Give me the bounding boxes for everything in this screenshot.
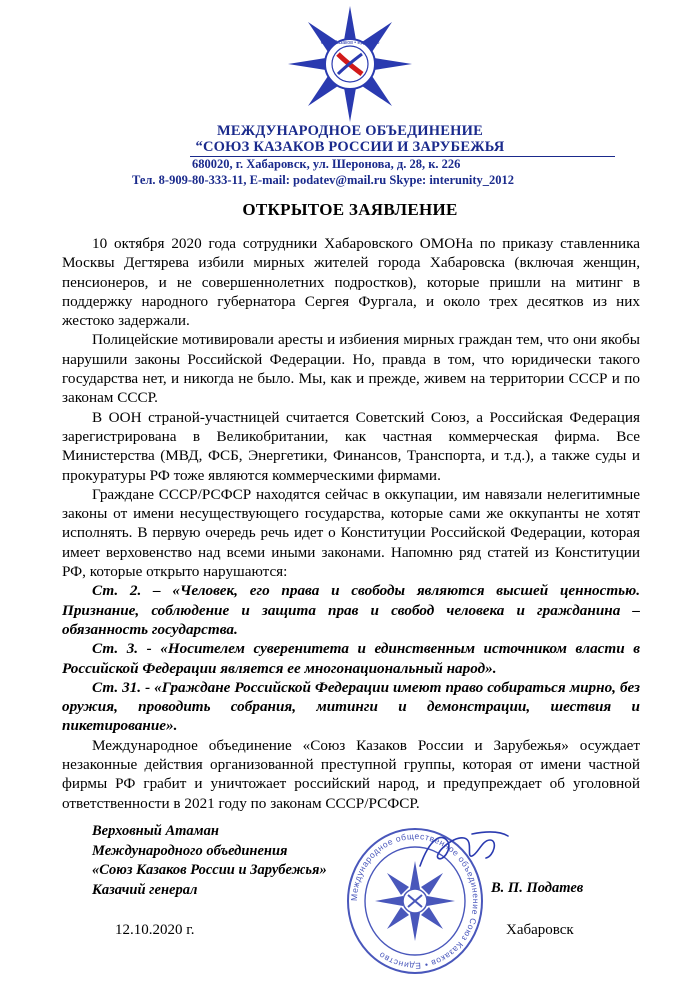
org-name-line1: МЕЖДУНАРОДНОЕ ОБЪЕДИНЕНИЕ (217, 123, 483, 139)
statement-body (62, 234, 640, 813)
stamp-ring-text: Международное общественное объединение Союз Казаков • Единство (348, 830, 482, 972)
closing-paragraph: Международное объединение «Союз Казаков России и Зарубежья» осуждает незаконные действия организованной преступной группы, которая от имени частной фирмы РФ грабит и уничтожает российский народ, и предупреждает об уголовной ответственности в 2021 году по законам СССР/РСФСР. (62, 736, 640, 812)
handwritten-signature (412, 828, 512, 874)
org-address: 680020, г. Хабаровск, ул. Шеронова, д. 28, к. 226 (192, 157, 461, 171)
document-date: 12.10.2020 г. (115, 922, 195, 938)
logo-ring-text: Союз Казаков • Единство (320, 40, 380, 46)
union-emblem-logo (270, 6, 430, 124)
org-contacts: Тел. 8-909-80-333-11, E-mail: podatev@mail.ru Skype: interunity_2012 (132, 173, 515, 187)
paragraph: Полицейские мотивировали аресты и избиения мирных граждан тем, что они якобы нарушили законы Российской Федерации. Но, правда в том, что юридически такого государства нет, и никогда не было. Мы, как и прежде, живем на территории СССР и по законам СССР. (62, 331, 640, 407)
document-title: ОТКРЫТОЕ ЗАЯВЛЕНИЕ (242, 200, 458, 219)
signatory-title-line: Верховный Атаман (92, 823, 219, 839)
document-city: Хабаровск (506, 922, 574, 938)
paragraph: 10 октября 2020 года сотрудники Хабаровского ОМОНа по приказу ставленника Москвы Дегтярева избили мирных жителей города Хабаровска (включая женщин, пенсионеров, и не совершеннолетних подростков), которые пришли на митинг в поддержку народного губернатора Сергея Фургала, и около трех десятков из них жестоко задержали. (62, 235, 640, 330)
signatory-title-line: Казачий генерал (92, 881, 198, 898)
signatory-name: В. П. Податев (491, 880, 584, 896)
constitution-article: Ст. 2. – «Человек, его права и свободы являются высшей ценностью. Признание, соблюдение и защита прав и свобод человека и гражданина – обязанность государства. (62, 582, 640, 638)
signatory-title-line: Международного объединения (92, 842, 288, 859)
paragraph: Граждане СССР/РСФСР находятся сейчас в оккупации, им навязали нелегитимные законы от имени несуществующего государства, которые сами же оккупанты не хотят исполнять. В первую очередь речь идет о Конституции Российской Федерации, которая имеет верховенство над всеми иными законами. Напомню ряд статей из Конституции РФ, которые открыто нарушаются: (62, 485, 640, 581)
constitution-article: Ст. 3. - «Носителем суверенитета и единственным источником власти в Российской Федерации является ее многонациональный народ». (62, 640, 640, 677)
paragraph: В ООН страной-участницей считается Советский Союз, а Российская Федерация зарегистрирована в Великобритании, как частная коммерческая фирма. Все Министерства (МВД, ФСБ, Энергетики, Финансов, Транспорта, и т.д.), а также суды и прокуратуры РФ тоже являются коммерческими фирмами. (62, 408, 640, 484)
signatory-title-line: «Союз Казаков России и Зарубежья» (92, 862, 327, 878)
signature-block (92, 822, 327, 900)
constitution-article: Ст. 31. - «Граждане Российской Федерации имеют право собираться мирно, без оружия, проводить собрания, митинги и демонстрации, шествия и пикетирование». (62, 678, 640, 735)
org-name-line2: “СОЮЗ КАЗАКОВ РОССИИ И ЗАРУБЕЖЬЯ (195, 139, 505, 155)
